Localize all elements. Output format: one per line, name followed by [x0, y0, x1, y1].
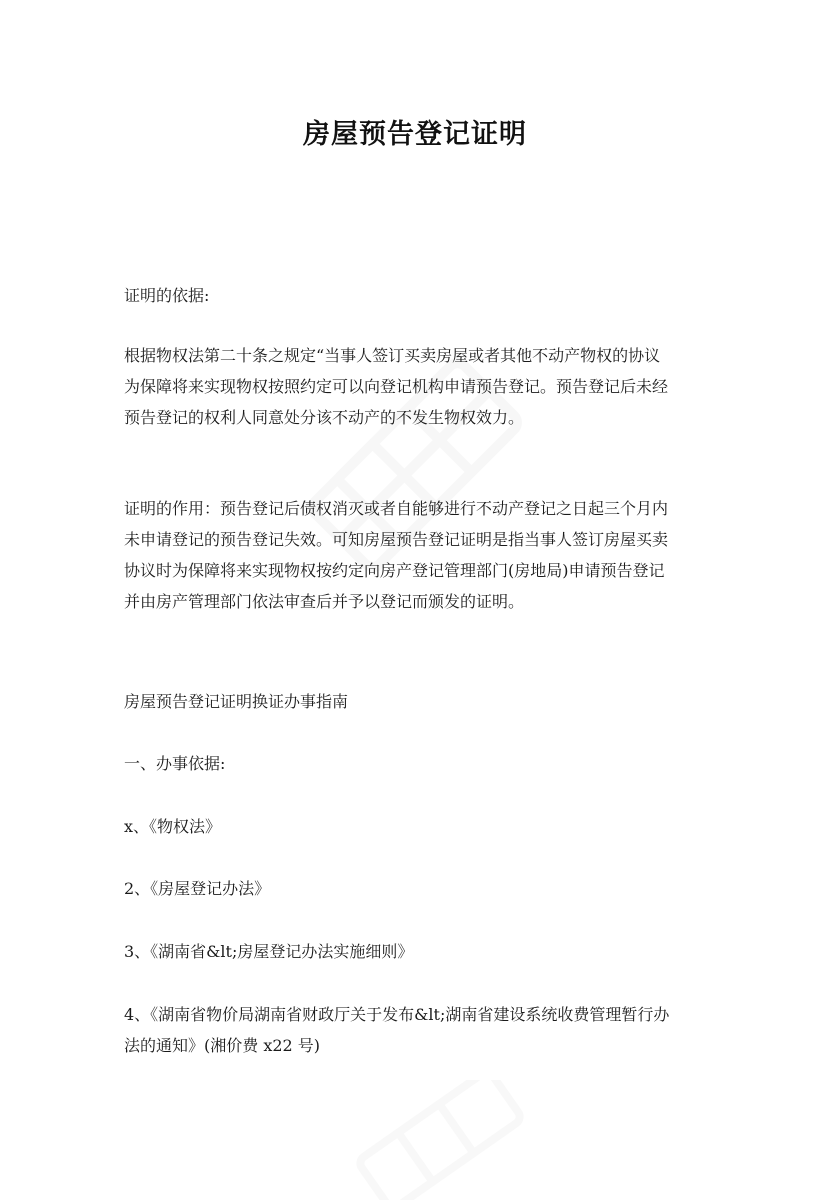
effect-paragraph	[124, 493, 714, 617]
paragraph-line: 未申请登记的预告登记失效。可知房屋预告登记证明是指当事人签订房屋买卖	[124, 530, 669, 549]
list-item-law-x: x、《物权法》	[124, 817, 222, 836]
list-item-law-4	[124, 999, 714, 1061]
list-item-law-3: 3、《湖南省&lt;房屋登记办法实施细则》	[124, 942, 414, 961]
paragraph-line: 法的通知》(湘价费 x22 号)	[124, 1036, 321, 1055]
paragraph-line: 协议时为保障将来实现物权按约定向房产登记管理部门(房地局)申请预告登记	[124, 561, 665, 580]
watermark-graphic-bottom	[330, 1080, 550, 1200]
paragraph-line: 证明的作用：预告登记后债权消灭或者自能够进行不动产登记之日起三个月内	[124, 499, 669, 518]
paragraph-line: 并由房产管理部门依法审查后并予以登记而颁发的证明。	[124, 592, 525, 611]
list-item-law-2: 2、《房屋登记办法》	[124, 879, 271, 898]
section-one-heading: 一、办事依据:	[124, 754, 226, 773]
paragraph-line: 根据物权法第二十条之规定“当事人签订买卖房屋或者其他不动产物权的协议	[124, 346, 661, 365]
basis-paragraph	[124, 340, 714, 433]
basis-heading: 证明的依据:	[124, 286, 210, 305]
paragraph-line: 4、《湖南省物价局湖南省财政厅关于发布&lt;湖南省建设系统收费管理暂行办	[124, 1005, 670, 1024]
document-title: 房屋预告登记证明	[303, 119, 527, 150]
paragraph-line: 预告登记的权利人同意处分该不动产的不发生物权效力。	[124, 408, 525, 427]
guide-heading: 房屋预告登记证明换证办事指南	[124, 692, 349, 711]
paragraph-line: 为保障将来实现物权按照约定可以向登记机构申请预告登记。预告登记后未经	[124, 377, 669, 396]
